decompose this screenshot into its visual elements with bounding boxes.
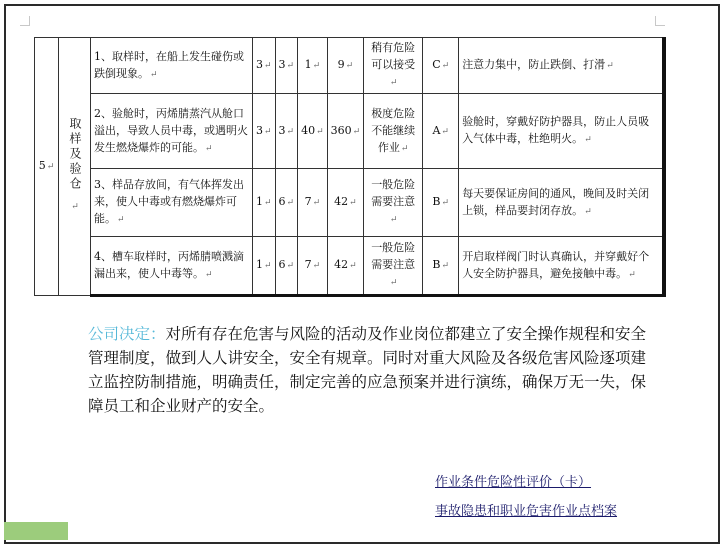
crop-mark bbox=[655, 16, 665, 26]
control-measure: 验舱时，穿戴好防护器具，防止人员吸入气体中毒，杜绝明火。↵ bbox=[459, 94, 664, 169]
control-measure: 注意力集中，防止跌倒、打滑↵ bbox=[459, 38, 664, 94]
seq-cell: 5↵ bbox=[35, 38, 59, 296]
nav-bar[interactable] bbox=[4, 522, 68, 540]
evaluation-card-link[interactable]: 作业条件危险性评价（卡） bbox=[435, 475, 592, 490]
score-e: 6↵ bbox=[275, 237, 298, 296]
decision-text: 对所有存在危害与风险的活动及作业岗位都建立了安全操作规程和安全管理制度，做到人人讲安全，安全有规章。同时对重大风险及各级危害风险逐项建立监控防制措施，明确责任，制定完善的应急预案并进行演练，确保万无一失，保障员工和企业财产的安全。 bbox=[88, 325, 647, 415]
crop-mark bbox=[20, 16, 30, 26]
score-d: 42↵ bbox=[327, 237, 364, 296]
hazard-description: 4、槽车取样时，丙烯腈喷溅滴漏出来，使人中毒等。↵ bbox=[91, 237, 253, 296]
score-c: 1↵ bbox=[298, 38, 328, 94]
decision-label: 公司决定： bbox=[88, 325, 166, 343]
table-row bbox=[35, 237, 664, 296]
control-measure: 开启取样阀门时认真确认，并穿戴好个人安全防护器具，避免接触中毒。↵ bbox=[459, 237, 664, 296]
risk-grade: C↵ bbox=[423, 38, 459, 94]
score-l: 1↵ bbox=[253, 169, 276, 237]
score-e: 3↵ bbox=[275, 38, 298, 94]
risk-level: 一般危险需要注意↵ bbox=[364, 237, 423, 296]
score-e: 6↵ bbox=[275, 169, 298, 237]
risk-grade: A↵ bbox=[423, 94, 459, 169]
risk-level: 极度危险不能继续作业↵ bbox=[364, 94, 423, 169]
hazard-description: 3、样品存放间，有气体挥发出来，使人中毒或有燃烧爆炸可能。↵ bbox=[91, 169, 253, 237]
score-d: 9↵ bbox=[327, 38, 364, 94]
risk-grade: B↵ bbox=[423, 237, 459, 296]
table-row bbox=[35, 38, 664, 94]
table-row bbox=[35, 94, 664, 169]
score-c: 7↵ bbox=[298, 237, 328, 296]
score-l: 3↵ bbox=[253, 38, 276, 94]
risk-level: 稍有危险可以接受↵ bbox=[364, 38, 423, 94]
score-d: 360↵ bbox=[327, 94, 364, 169]
score-c: 40↵ bbox=[298, 94, 328, 169]
operation-cell: 取样及验仓↵ bbox=[59, 38, 91, 296]
risk-assessment-table bbox=[34, 37, 666, 297]
hazard-archive-link[interactable]: 事故隐患和职业危害作业点档案 bbox=[435, 504, 618, 519]
score-e: 3↵ bbox=[275, 94, 298, 169]
score-l: 1↵ bbox=[253, 237, 276, 296]
hazard-description: 1、取样时，在船上发生碰伤或跌倒现象。↵ bbox=[91, 38, 253, 94]
risk-level: 一般危险需要注意↵ bbox=[364, 169, 423, 237]
score-d: 42↵ bbox=[327, 169, 364, 237]
table-row bbox=[35, 169, 664, 237]
score-c: 7↵ bbox=[298, 169, 328, 237]
control-measure: 每天要保证房间的通风，晚间及时关闭上锁，样品要封闭存放。↵ bbox=[459, 169, 664, 237]
hazard-description: 2、验舱时，丙烯腈蒸汽从舱口溢出，导致人员中毒，或遇明火发生燃烧爆炸的可能。↵ bbox=[91, 94, 253, 169]
company-decision bbox=[88, 322, 648, 418]
risk-grade: B↵ bbox=[423, 169, 459, 237]
score-l: 3↵ bbox=[253, 94, 276, 169]
